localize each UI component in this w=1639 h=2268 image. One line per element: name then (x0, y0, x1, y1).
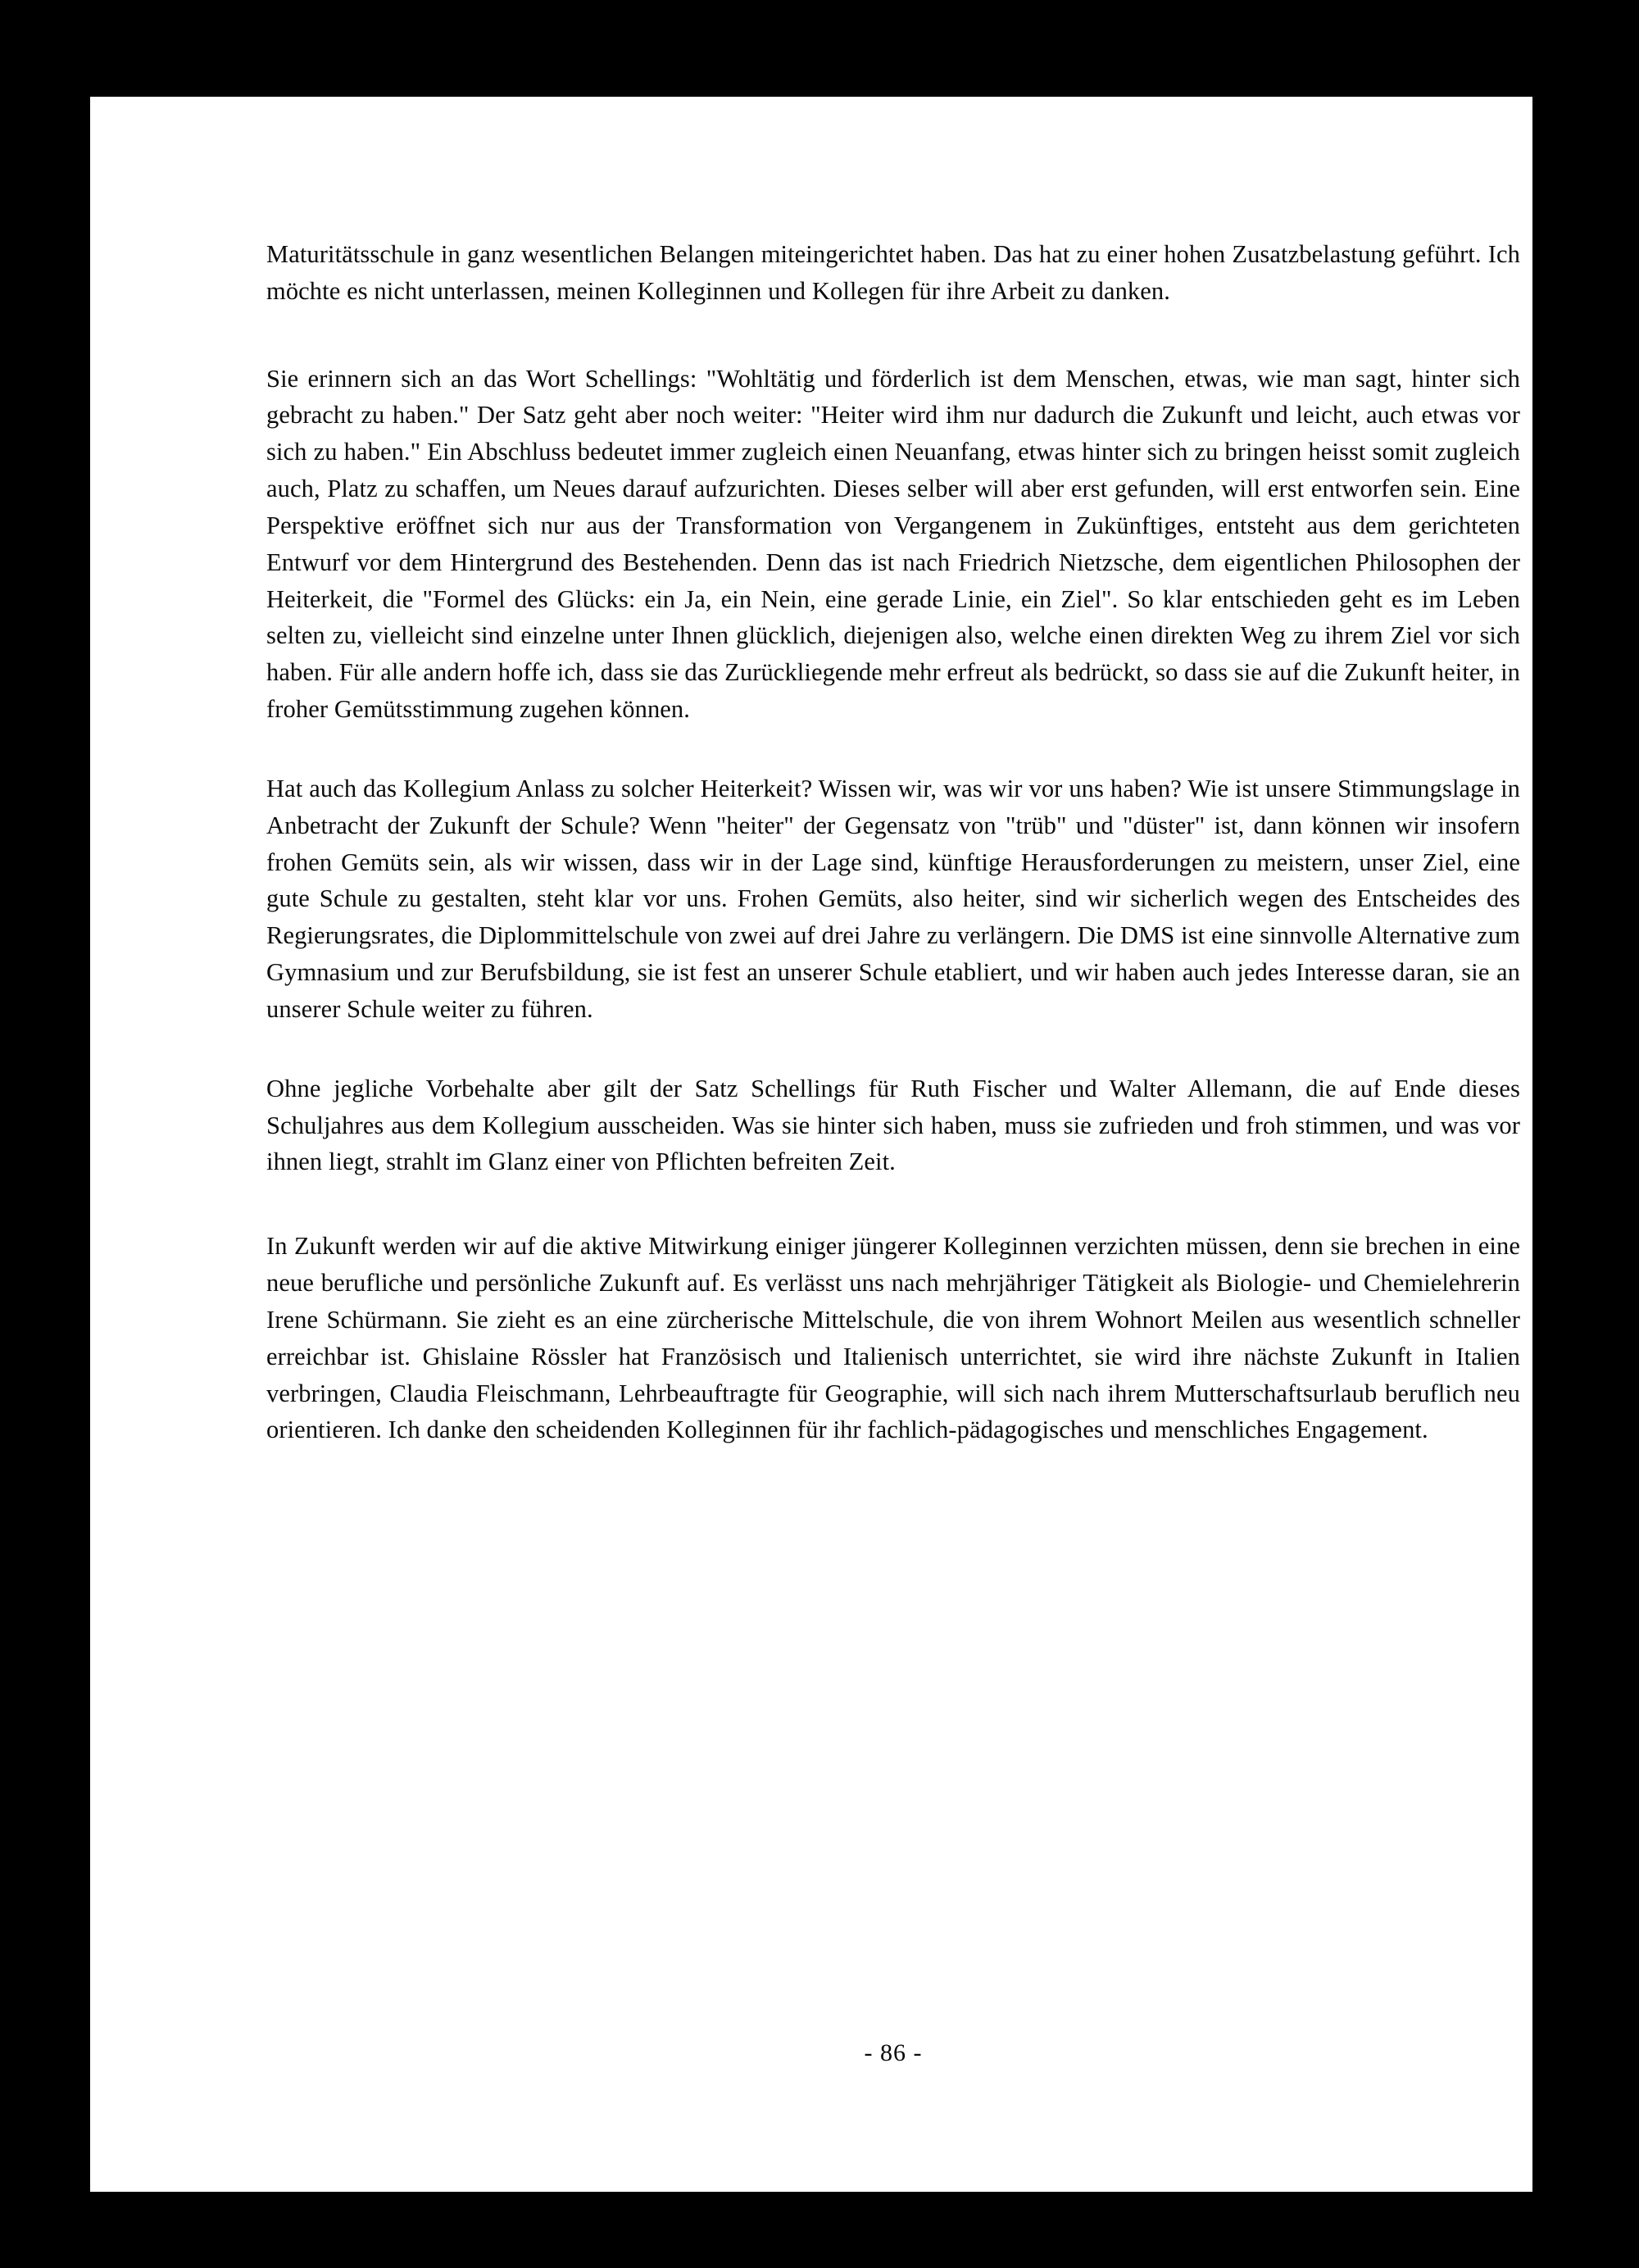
document-page (90, 97, 1532, 2192)
paragraph-3: Hat auch das Kollegium Anlass zu solcher Heiterkeit? Wissen wir, was wir vor uns haben? Wie ist unsere Stimmungslage in Anbetracht der Zukunft der Schule? Wenn "heiter" der Gegensatz von "trüb" und "düster" ist, dann können wir insofern frohen Gemüts sein, als wir wissen, dass wir in der Lage sind, künftige Herausforderungen zu meistern, unser Ziel, eine gute Schule zu gestalten, steht klar vor uns. Frohen Gemüts, also heiter, sind wir sicherlich wegen des Entscheides des Regierungsrates, die Diplommittelschule von zwei auf drei Jahre zu verlängern. Die DMS ist eine sinnvolle Alternative zum Gymnasium und zur Berufsbildung, sie ist fest an unserer Schule etabliert, und wir haben auch jedes Interesse daran, sie an unserer Schule weiter zu führen. (266, 774, 1520, 1023)
paragraph-4: Ohne jegliche Vorbehalte aber gilt der Satz Schellings für Ruth Fischer und Walter Allemann, die auf Ende dieses Schuljahres aus dem Kollegium ausscheiden. Was sie hinter sich haben, muss sie zufrieden und froh stimmen, und was vor ihnen liegt, strahlt im Glanz einer von Pflichten befreiten Zeit. (266, 1074, 1520, 1176)
page-text-body (266, 236, 1520, 2146)
paragraph-5: In Zukunft werden wir auf die aktive Mitwirkung einiger jüngerer Kolleginnen verzichten müssen, denn sie brechen in eine neue berufliche und persönliche Zukunft auf. Es verlässt uns nach mehrjähriger Tätigkeit als Biologie- und Chemielehrerin Irene Schürmann. Sie zieht es an eine zürcherische Mittelschule, die von ihrem Wohnort Meilen aus wesentlich schneller erreichbar ist. Ghislaine Rössler hat Französisch und Italienisch unterrichtet, sie wird ihre nächste Zukunft in Italien verbringen, Claudia Fleischmann, Lehrbeauftragte für Geographie, will sich nach ihrem Mutterschaftsurlaub beruflich neu orientieren. Ich danke den scheidenden Kolleginnen für ihr fachlich-pädagogisches und menschliches Engagement. (266, 1232, 1520, 1444)
page-number: - 86 - (864, 2039, 923, 2066)
paragraph-1: Maturitätsschule in ganz wesentlichen Belangen miteingerichtet haben. Das hat zu einer hohen Zusatzbelastung geführt. Ich möchte es nicht unterlassen, meinen Kolleginnen und Kollegen für ihre Arbeit zu danken. (266, 240, 1520, 305)
paragraph-2: Sie erinnern sich an das Wort Schellings: "Wohltätig und förderlich ist dem Menschen, etwas, wie man sagt, hinter sich gebracht zu haben." Der Satz geht aber noch weiter: "Heiter wird ihm nur dadurch die Zukunft und leicht, auch etwas vor sich zu haben." Ein Abschluss bedeutet immer zugleich einen Neuanfang, etwas hinter sich zu bringen heisst somit zugleich auch, Platz zu schaffen, um Neues darauf aufzurichten. Dieses selber will aber erst gefunden, will erst entworfen sein. Eine Perspektive eröffnet sich nur aus der Transformation von Vergangenem in Zukünftiges, entsteht aus dem gerichteten Entwurf vor dem Hintergrund des Bestehenden. Denn das ist nach Friedrich Nietzsche, dem eigentlichen Philosophen der Heiterkeit, die "Formel des Glücks: ein Ja, ein Nein, eine gerade Linie, ein Ziel". So klar entschieden geht es im Leben selten zu, vielleicht sind einzelne unter Ihnen glücklich, diejenigen also, welche einen direkten Weg zu ihrem Ziel vor sich haben. Für alle andern hoffe ich, dass sie das Zurückliegende mehr erfreut als bedrückt, so dass sie auf die Zukunft heiter, in froher Gemütsstimmung zugehen können. (266, 364, 1520, 724)
